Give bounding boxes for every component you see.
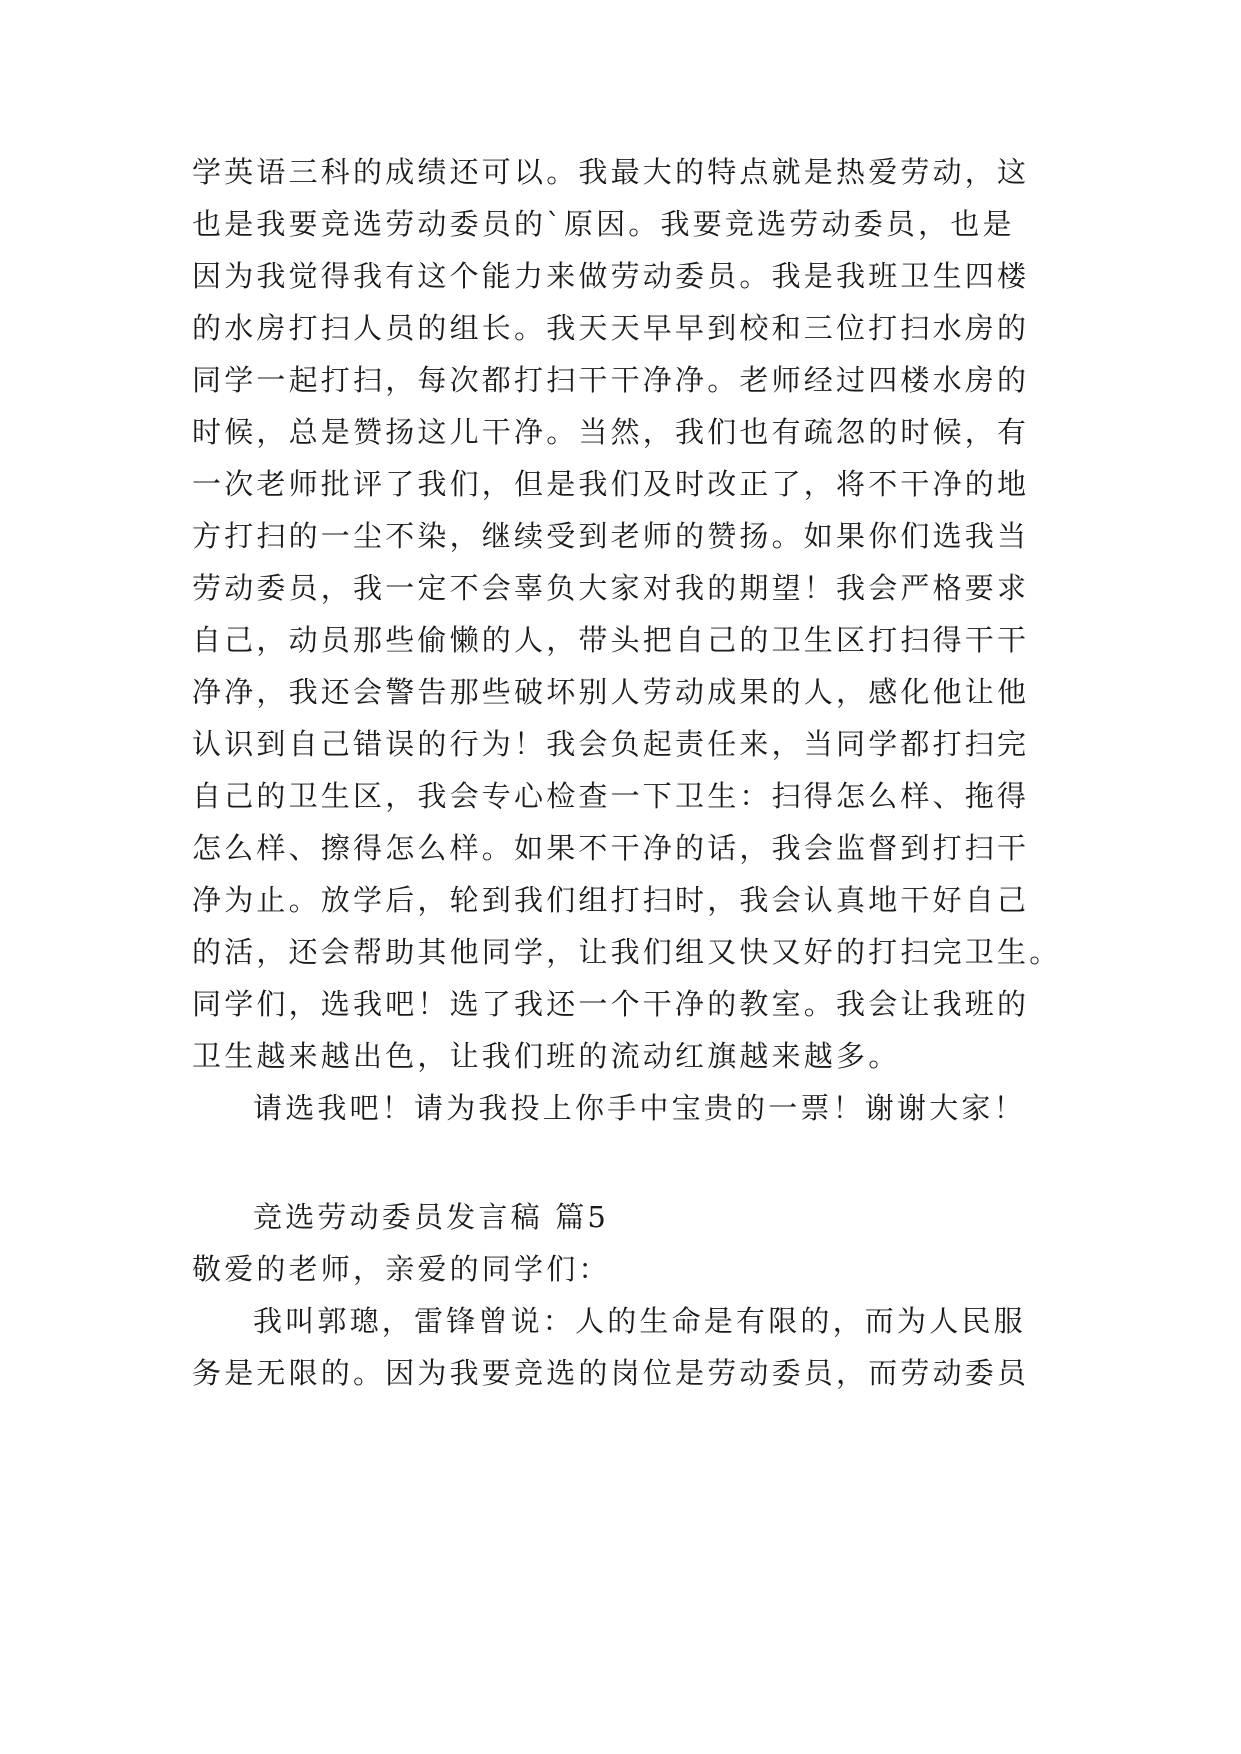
paragraph-line: 自己的卫生区，我会专心检查一下卫生：扫得怎么样、拖得 — [192, 779, 1030, 813]
paragraph-line: 也是我要竞选劳动委员的`原因。我要竞选劳动委员，也是 — [192, 207, 1015, 241]
paragraph-line: 卫生越来越出色，让我们班的流动红旗越来越多。 — [192, 1039, 901, 1073]
closing-line: 请选我吧！请为我投上你手中宝贵的一票！谢谢大家！ — [253, 1091, 1026, 1125]
paragraph-line: 净净，我还会警告那些破坏别人劳动成果的人，感化他让他 — [192, 675, 1030, 709]
paragraph-line: 我叫郭璁，雷锋曾说：人的生命是有限的，而为人民服 — [253, 1304, 1026, 1338]
paragraph-line: 因为我觉得我有这个能力来做劳动委员。我是我班卫生四楼 — [192, 259, 1030, 293]
paragraph-line: 的水房打扫人员的组长。我天天早早到校和三位打扫水房的 — [192, 311, 1030, 345]
paragraph-line: 的活，还会帮助其他同学，让我们组又快又好的打扫完卫生。 — [192, 935, 1062, 969]
paragraph-line: 自己，动员那些偷懒的人，带头把自己的卫生区打扫得干干 — [192, 623, 1030, 657]
paragraph-line: 认识到自己错误的行为！我会负起责任来，当同学都打扫完 — [192, 727, 1030, 761]
paragraph-line: 同学们，选我吧！选了我还一个干净的教室。我会让我班的 — [192, 987, 1030, 1021]
paragraph-line: 怎么样、擦得怎么样。如果不干净的话，我会监督到打扫干 — [192, 831, 1030, 865]
paragraph-line: 劳动委员，我一定不会辜负大家对我的期望！我会严格要求 — [192, 571, 1030, 605]
paragraph-line: 净为止。放学后，轮到我们组打扫时，我会认真地干好自己 — [192, 883, 1030, 917]
paragraph-line: 时候，总是赞扬这儿干净。当然，我们也有疏忽的时候，有 — [192, 415, 1030, 449]
paragraph-line: 务是无限的。因为我要竞选的岗位是劳动委员，而劳动委员 — [192, 1356, 1030, 1390]
paragraph-line: 方打扫的一尘不染，继续受到老师的赞扬。如果你们选我当 — [192, 519, 1030, 553]
paragraph-line: 学英语三科的成绩还可以。我最大的特点就是热爱劳动，这 — [192, 155, 1030, 189]
section-title: 竞选劳动委员发言稿 篇5 — [253, 1200, 610, 1234]
paragraph-line: 同学一起打扫，每次都打扫干干净净。老师经过四楼水房的 — [192, 363, 1030, 397]
salutation: 敬爱的老师，亲爱的同学们： — [192, 1252, 611, 1286]
paragraph-line: 一次老师批评了我们，但是我们及时改正了，将不干净的地 — [192, 467, 1030, 501]
